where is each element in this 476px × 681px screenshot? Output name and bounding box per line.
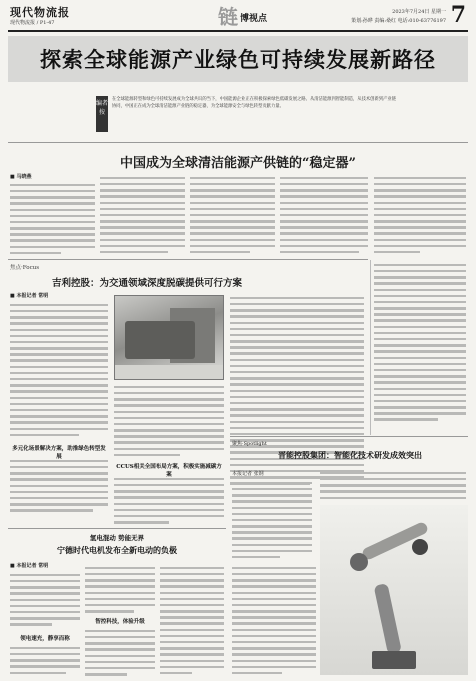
focus-column-1 xyxy=(10,302,108,442)
column-title-big: 链 xyxy=(218,5,238,29)
subsection-headline: CCUS相关全国布局方案，积极实施减碳方案 xyxy=(116,464,222,478)
focus-column-2 xyxy=(114,384,224,459)
editor-note xyxy=(96,96,396,136)
right-column-top xyxy=(374,262,466,432)
reporter-byline: ■ 本报记者 常明 xyxy=(10,563,49,569)
editor-tag: 编者按 xyxy=(96,96,108,132)
focus-column-3 xyxy=(230,295,364,495)
spotlight-section-label: 聚焦·Spotlight xyxy=(232,441,267,447)
article-column-5 xyxy=(374,175,466,257)
divider xyxy=(8,259,368,260)
spotlight-column-2 xyxy=(320,470,466,504)
reporter-byline: ■ 马晓燕 xyxy=(10,174,32,180)
page-headline: 探索全球能源产业绿色可持续发展新路径 xyxy=(40,47,436,72)
spotlight-byline: 本报记者 张钢 xyxy=(232,471,264,477)
article-column-1 xyxy=(10,182,95,257)
article-column-4 xyxy=(280,175,368,257)
subsection-headline: 多元化场景解决方案，助推绿色转型发展 xyxy=(12,446,106,460)
page-number: 7 xyxy=(450,2,466,28)
divider xyxy=(8,528,226,529)
divider xyxy=(370,260,371,435)
lower-column-1b xyxy=(10,645,80,677)
lower-subhead: 领电速充，静享而称 xyxy=(20,636,70,642)
spotlight-headline: 晋能控股集团：智能化技术研发成效突出 xyxy=(278,450,422,460)
column-title xyxy=(218,4,267,28)
lower-headline-1: 氢电混动 势能无界 xyxy=(89,534,145,542)
masthead xyxy=(8,4,468,32)
lower-column-2 xyxy=(85,565,155,615)
article-column-2 xyxy=(100,175,185,257)
paper-name: 现代物流报 xyxy=(10,6,70,19)
reporter-byline: ■ 本报记者 常明 xyxy=(10,293,49,299)
editor-line: 策划:孙晔 责编:桑红 电话:010-63776197 xyxy=(351,18,446,24)
robot-arm-photo xyxy=(320,505,468,675)
factory-photo xyxy=(114,295,224,380)
lower-column-1 xyxy=(10,572,80,632)
divider xyxy=(8,142,468,143)
date-line: 2023年7月24日 星期一 xyxy=(392,9,446,15)
focus-column-2b xyxy=(114,476,224,526)
paper-subtitle: 现代物流报 / P1-47 xyxy=(10,20,55,26)
focus-section-label: 焦点·Focus xyxy=(10,265,40,271)
editor-note-text: 在全球能源转型和绿色可持续发展成为全球共识的当下，中国能源企业正在积极探索绿色低碳发展之路。从清洁能源到智能制造，从技术创新到产业链协同，中国正在成为全球清洁能源产业链的稳定器，为全球能源安全与绿色转型贡献力量。 xyxy=(112,97,396,109)
article-column-3 xyxy=(190,175,275,257)
column-title-small: 博视点 xyxy=(240,14,268,24)
lower-subhead: 智控科技，体验升级 xyxy=(95,619,145,625)
headline-band xyxy=(8,36,468,82)
focus-headline: 吉利控股：为交通领域深度脱碳提供可行方案 xyxy=(52,278,243,289)
lower-headline-2: 宁德时代电机发布全新电动的负极 xyxy=(57,545,177,555)
focus-column-1b xyxy=(10,458,108,518)
spotlight-column-1 xyxy=(232,480,312,560)
divider xyxy=(230,436,468,437)
lower-column-4 xyxy=(232,565,316,677)
lower-column-3 xyxy=(160,565,224,677)
sub-headline: 中国成为全球清洁能源产供链的“稳定器” xyxy=(120,156,356,171)
lower-column-2b xyxy=(85,628,155,676)
